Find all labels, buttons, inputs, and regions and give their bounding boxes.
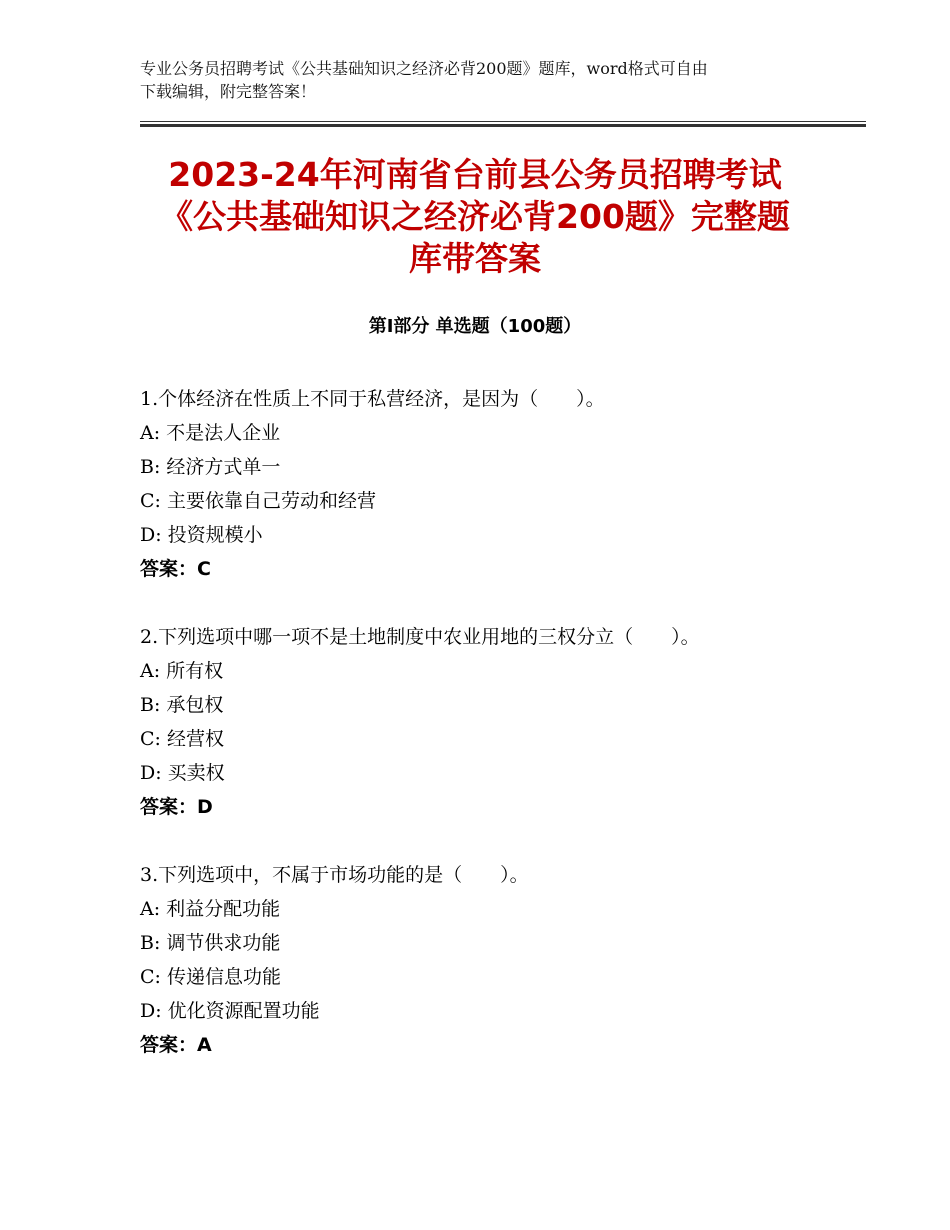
document-title-line-1: 2023-24年河南省台前县公务员招聘考试	[168, 155, 782, 194]
option-c: C: 传递信息功能	[140, 966, 281, 988]
answer-line: 答案：D	[140, 796, 213, 818]
option-a: A: 不是法人企业	[140, 422, 281, 444]
option-c: C: 经营权	[140, 728, 224, 750]
document-title-line-2: 《公共基础知识之经济必背200题》完整题	[160, 197, 790, 236]
option-c: C: 主要依靠自己劳动和经营	[140, 490, 376, 512]
header-note-line-1: 专业公务员招聘考试《公共基础知识之经济必背200题》题库，word格式可自由	[140, 59, 708, 78]
header-divider-thin	[140, 121, 866, 122]
section-heading: 第Ⅰ部分 单选题（100题）	[368, 316, 582, 337]
question-stem: 1.个体经济在性质上不同于私营经济，是因为（ ）。	[140, 388, 605, 410]
option-d: D: 优化资源配置功能	[140, 1000, 320, 1022]
answer-line: 答案：C	[140, 558, 211, 580]
option-d: D: 买卖权	[140, 762, 225, 784]
question-item	[140, 382, 840, 586]
option-b: B: 承包权	[140, 694, 224, 716]
option-d: D: 投资规模小	[140, 524, 263, 546]
header-note-line-2: 下载编辑，附完整答案！	[140, 82, 317, 101]
option-a: A: 利益分配功能	[140, 898, 281, 920]
question-stem: 2.下列选项中哪一项不是土地制度中农业用地的三权分立（ ）。	[140, 626, 700, 648]
header-divider-thick	[140, 124, 866, 127]
option-b: B: 经济方式单一	[140, 456, 281, 478]
header-note	[140, 57, 820, 103]
question-item	[140, 858, 840, 1062]
option-b: B: 调节供求功能	[140, 932, 281, 954]
question-stem: 3.下列选项中，不属于市场功能的是（ ）。	[140, 864, 529, 886]
question-list	[140, 382, 840, 1096]
answer-line: 答案：A	[140, 1034, 212, 1056]
option-a: A: 所有权	[140, 660, 224, 682]
document-title-line-3: 库带答案	[409, 239, 541, 278]
document-title	[130, 154, 820, 280]
question-item	[140, 620, 840, 824]
